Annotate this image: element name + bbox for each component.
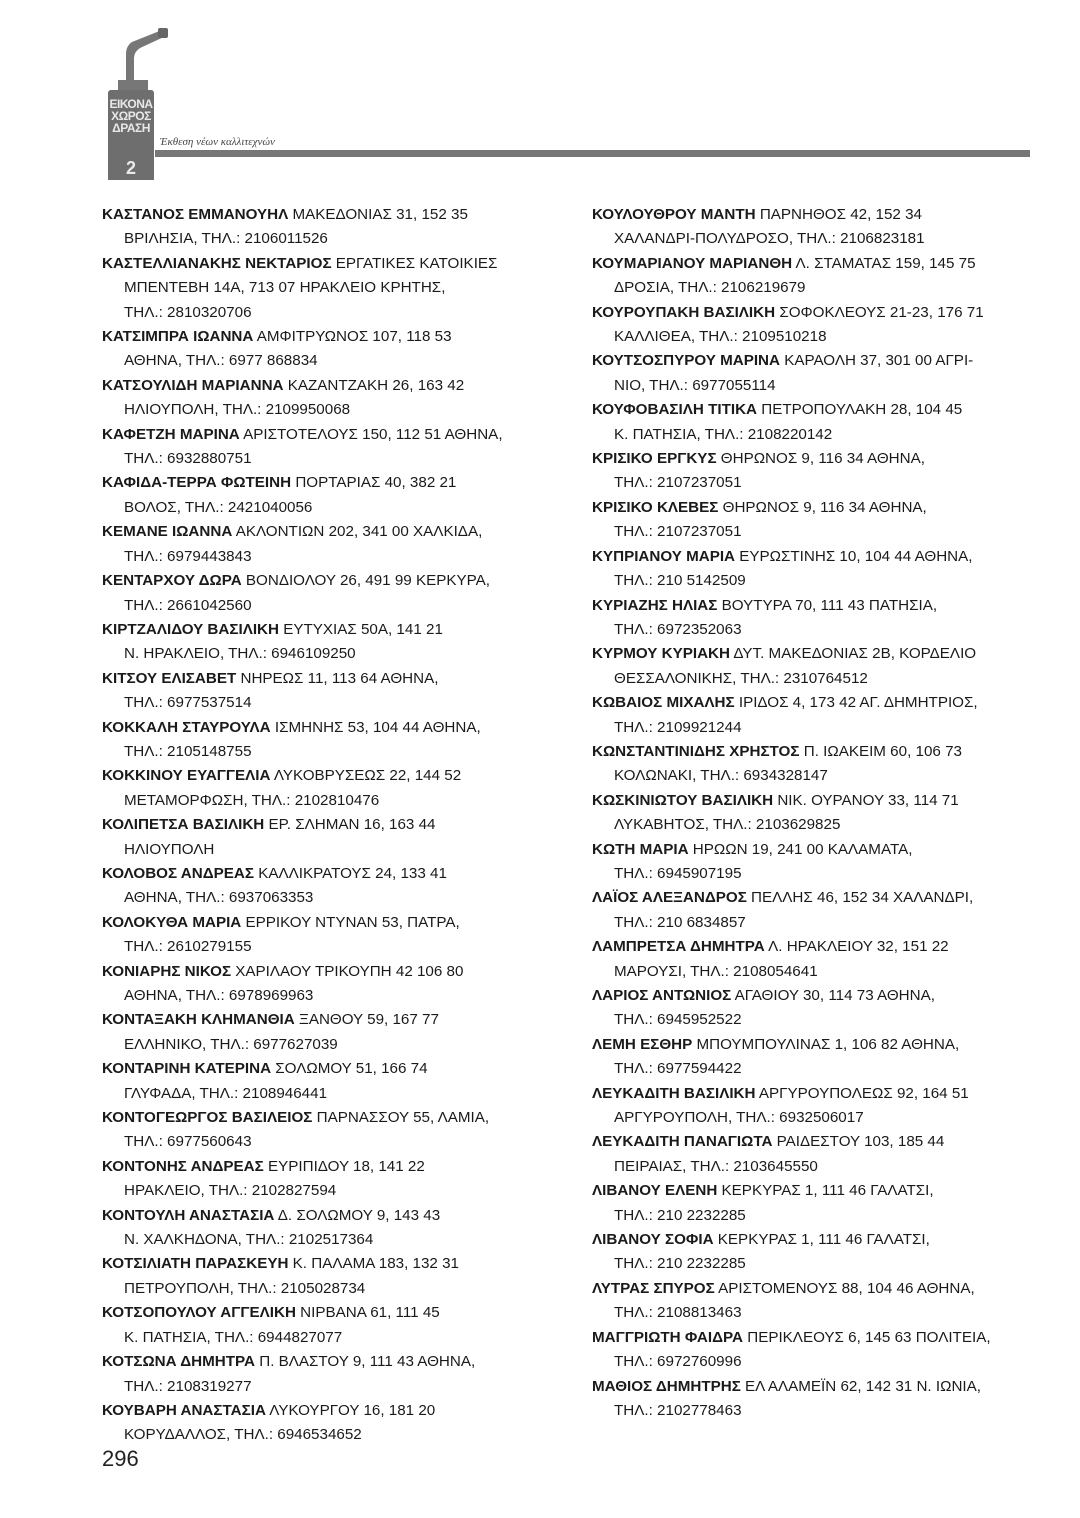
entry-line-1	[592, 252, 1040, 276]
directory-entry	[102, 1204, 542, 1253]
entry-name: ΚΟΥΡΟΥΠΑΚΗ ΒΑΣΙΛΙΚΗ	[592, 303, 776, 321]
logo-number: 2	[125, 158, 136, 178]
entry-continuation: ΤΗΛ.: 2105148755	[124, 742, 252, 760]
directory-entry	[102, 471, 542, 520]
entry-line-1	[102, 1008, 542, 1032]
directory-entry	[592, 740, 1040, 789]
entry-name: ΚΑΤΣΟΥΛΙΔΗ ΜΑΡΙΑΝΝΑ	[102, 376, 284, 394]
spray-can-icon	[100, 28, 180, 98]
entry-address: ΜΠΟΥΜΠΟΥΛΙΝΑΣ 1, 106 82 ΑΘΗΝΑ,	[692, 1035, 960, 1053]
directory-entry	[102, 569, 542, 618]
entry-line-1	[592, 1179, 1040, 1203]
entry-name: ΚΟΥΛΟΥΘΡΟΥ ΜΑΝΤΗ	[592, 206, 756, 223]
entry-continuation: Κ. ΠΑΤΗΣΙΑ, ΤΗΛ.: 6944827077	[124, 1328, 343, 1346]
entry-address: ΗΡΩΩΝ 19, 241 00 ΚΑΛΑΜΑΤΑ,	[688, 840, 913, 858]
entry-line-1	[102, 716, 542, 740]
entry-name: ΚΟΛΙΠΕΤΣΑ ΒΑΣΙΛΙΚΗ	[102, 816, 265, 834]
entry-continuation: ΚΟΡΥΔΑΛΛΟΣ, ΤΗΛ.: 6946534652	[124, 1426, 362, 1444]
directory-entry	[592, 1082, 1040, 1131]
entry-continuation: ΤΗΛ.: 6977594422	[614, 1060, 742, 1078]
directory-entry	[102, 960, 542, 1009]
entry-address: ΕΡΓΑΤΙΚΕΣ ΚΑΤΟΙΚΙΕΣ	[331, 254, 498, 272]
directory-entry	[592, 349, 1040, 398]
directory-entry	[102, 862, 542, 911]
header-rule	[155, 150, 1030, 157]
entry-name: ΚΙΤΣΟΥ ΕΛΙΣΑΒΕΤ	[102, 669, 237, 687]
entry-line-1	[102, 960, 542, 984]
entry-address: ΡΑΙΔΕΣΤΟΥ 103, 185 44	[772, 1133, 945, 1151]
entry-continuation: ΜΕΤΑΜΟΡΦΩΣΗ, ΤΗΛ.: 2102810476	[124, 791, 380, 809]
directory-entry	[592, 789, 1040, 838]
entry-continuation: ΤΗΛ.: 6932880751	[124, 450, 252, 468]
entry-address: ΑΡΙΣΤΟΤΕΛΟΥΣ 150, 112 51 ΑΘΗΝΑ,	[239, 425, 503, 443]
directory-entry	[592, 642, 1040, 691]
entry-address: ΑΓΑΘΙΟΥ 30, 114 73 ΑΘΗΝΑ,	[731, 987, 935, 1004]
entry-continuation: ΤΗΛ.: 2108319277	[124, 1377, 252, 1395]
entry-address: ΣΟΛΩΜΟΥ 51, 166 74	[271, 1060, 428, 1078]
entry-continuation: ΤΗΛ.: 2107237051	[614, 474, 742, 492]
entry-name: ΛΕΥΚΑΔΙΤΗ ΒΑΣΙΛΙΚΗ	[592, 1084, 756, 1102]
entry-address: Δ. ΣΟΛΩΜΟΥ 9, 143 43	[274, 1206, 441, 1224]
entry-name: ΚΕΜΑΝΕ ΙΩΑΝΝΑ	[102, 523, 233, 541]
entry-name: ΚΟΥΒΑΡΗ ΑΝΑΣΤΑΣΙΑ	[102, 1401, 266, 1419]
entry-line-1	[102, 471, 542, 495]
entry-line-1	[592, 1326, 1040, 1350]
entry-line-1	[102, 862, 542, 886]
directory-entry	[102, 1301, 542, 1350]
entry-name: ΚΟΥΤΣΟΣΠΥΡΟΥ ΜΑΡΙΝΑ	[592, 352, 780, 370]
entry-address: ΒΟΝΔΙΟΛΟΥ 26, 491 99 ΚΕΡΚΥΡΑ,	[241, 572, 490, 590]
entry-name: ΚΟΛΟΒΟΣ ΑΝΔΡΕΑΣ	[102, 864, 254, 882]
entry-line-1	[592, 642, 1040, 666]
entry-continuation: ΧΑΛΑΝΔΡΙ-ΠΟΛΥΔΡΟΣΟ, ΤΗΛ.: 2106823181	[614, 230, 925, 248]
entry-line-1	[102, 1350, 542, 1374]
directory-entry	[102, 325, 542, 374]
entry-address: Π. ΒΛΑΣΤΟΥ 9, 111 43 ΑΘΗΝΑ,	[255, 1353, 476, 1371]
entry-line-1	[102, 1399, 542, 1423]
entry-name: ΛΙΒΑΝΟΥ ΕΛΕΝΗ	[592, 1182, 718, 1200]
entry-address: ΝΗΡΕΩΣ 11, 113 64 ΑΘΗΝΑ,	[236, 669, 439, 687]
entry-address: ΛΥΚΟΒΡΥΣΕΩΣ 22, 144 52	[270, 767, 462, 785]
entry-name: ΚΥΡΙΑΖΗΣ ΗΛΙΑΣ	[592, 596, 718, 614]
entry-name: ΚΟΤΣΟΠΟΥΛΟΥ ΑΓΓΕΛΙΚΗ	[102, 1304, 296, 1322]
directory-entry	[102, 374, 542, 423]
entry-continuation: Ν. ΧΑΛΚΗΔΟΝΑ, ΤΗΛ.: 2102517364	[124, 1231, 374, 1249]
entry-line-1	[592, 545, 1040, 569]
entry-address: ΠΑΡΝΗΘΟΣ 42, 152 34	[755, 206, 922, 223]
entry-name: ΚΟΥΜΑΡΙΑΝΟΥ ΜΑΡΙΑΝΘΗ	[592, 254, 793, 272]
entry-address: Λ. ΣΤΑΜΑΤΑΣ 159, 145 75	[792, 254, 976, 272]
entry-address: ΠΕΡΙΚΛΕΟΥΣ 6, 145 63 ΠΟΛΙΤΕΙΑ,	[743, 1328, 991, 1346]
entry-name: ΚΟΚΚΑΛΗ ΣΤΑΥΡΟΥΛΑ	[102, 718, 271, 736]
entry-name: ΜΑΓΓΡΙΩΤΗ ΦΑΙΔΡΑ	[592, 1328, 743, 1346]
entry-continuation: ΤΗΛ.: 210 6834857	[614, 913, 746, 931]
entry-name: ΛΑΜΠΡΕΤΣΑ ΔΗΜΗΤΡΑ	[592, 938, 765, 956]
directory-entry	[592, 252, 1040, 301]
entry-continuation: ΗΡΑΚΛΕΙΟ, ΤΗΛ.: 2102827594	[124, 1182, 337, 1200]
entry-line-1	[102, 1106, 542, 1130]
directory-entry	[592, 398, 1040, 447]
entry-address: ΛΥΚΟΥΡΓΟΥ 16, 181 20	[265, 1401, 436, 1419]
entry-address: ΚΑΛΛΙΚΡΑΤΟΥΣ 24, 133 41	[253, 864, 447, 882]
entry-address: ΘΗΡΩΝΟΣ 9, 116 34 ΑΘΗΝΑ,	[718, 498, 927, 516]
entry-name: ΚΡΙΣΙΚΟ ΚΛΕΒΕΣ	[592, 498, 719, 516]
entry-name: ΚΥΠΡΙΑΝΟΥ ΜΑΡΙΑ	[592, 547, 736, 565]
directory-entry	[102, 252, 542, 325]
entry-name: ΚΟΝΤΟΓΕΩΡΓΟΣ ΒΑΣΙΛΕΙΟΣ	[102, 1109, 313, 1127]
entry-continuation: ΜΑΡΟΥΣΙ, ΤΗΛ.: 2108054641	[614, 962, 818, 980]
entry-continuation: ΒΟΛΟΣ, ΤΗΛ.: 2421040056	[124, 498, 313, 516]
entry-name: ΚΑΤΣΙΜΠΡΑ ΙΩΑΝΝΑ	[102, 328, 254, 346]
directory-entry	[592, 496, 1040, 545]
entry-continuation: ΤΗΛ.: 6977560643	[124, 1133, 252, 1151]
entry-name: ΚΩΤΗ ΜΑΡΙΑ	[592, 840, 689, 858]
entry-continuation: ΤΗΛ.: 2108813463	[614, 1304, 742, 1322]
entry-address: ΠΕΛΛΗΣ 46, 152 34 ΧΑΛΑΝΔΡΙ,	[746, 889, 974, 907]
entry-continuation: ΤΗΛ.: 6972760996	[614, 1353, 742, 1371]
entry-continuation: ΤΗΛ.: 210 5142509	[614, 572, 746, 590]
entry-continuation: ΤΗΛ.: 6977537514	[124, 694, 252, 712]
directory-entry	[592, 1130, 1040, 1179]
entry-continuation: ΠΕΙΡΑΙΑΣ, ΤΗΛ.: 2103645550	[614, 1157, 818, 1175]
directory-entry	[102, 667, 542, 716]
entry-address: ΕΛ ΑΛΑΜΕΪΝ 62, 142 31 Ν. ΙΩΝΙΑ,	[740, 1377, 981, 1395]
directory-entry	[102, 1399, 542, 1448]
entry-address: ΣΟΦΟΚΛΕΟΥΣ 21-23, 176 71	[775, 303, 984, 321]
entry-continuation: ΤΗΛ.: 210 2232285	[614, 1255, 746, 1273]
directory-entry	[592, 1179, 1040, 1228]
directory-entry	[592, 935, 1040, 984]
directory-entry	[592, 1375, 1040, 1424]
entry-line-1	[102, 1155, 542, 1179]
entry-line-1	[592, 496, 1040, 520]
entry-line-1	[592, 740, 1040, 764]
entry-address: ΕΥΡΙΠΙΔΟΥ 18, 141 22	[263, 1157, 425, 1175]
entry-address: ΠΕΤΡΟΠΟΥΛΑΚΗ 28, 104 45	[757, 401, 963, 419]
entry-name: ΛΕΥΚΑΔΙΤΗ ΠΑΝΑΓΙΩΤΑ	[592, 1133, 773, 1151]
entry-name: ΚΟΝΙΑΡΗΣ ΝΙΚΟΣ	[102, 962, 232, 980]
entry-name: ΚΑΦΕΤΖΗ ΜΑΡΙΝΑ	[102, 425, 240, 443]
page-number: 296	[102, 1446, 139, 1471]
entry-address: ΚΑΖΑΝΤΖΑΚΗ 26, 163 42	[283, 376, 465, 394]
entry-address: ΕΥΤΥΧΙΑΣ 50Α, 141 21	[279, 620, 443, 638]
directory-entry	[592, 1033, 1040, 1082]
entry-line-1	[592, 1228, 1040, 1252]
entry-address: ΞΑΝΘΟΥ 59, 167 77	[294, 1011, 439, 1029]
entry-continuation: ΜΠΕΝΤΕΒΗ 14Α, 713 07 ΗΡΑΚΛΕΙΟ ΚΡΗΤΗΣ,	[124, 279, 446, 297]
entry-address: ΝΙΡΒΑΝΑ 61, 111 45	[295, 1304, 440, 1322]
directory-entry	[592, 447, 1040, 496]
entry-line-1	[102, 667, 542, 691]
exhibition-subtitle: Έκθεση νέων καλλιτεχνών	[160, 136, 275, 148]
entry-address: ΕΡΡΙΚΟΥ ΝΤΥΝΑΝ 53, ΠΑΤΡΑ,	[241, 913, 460, 931]
entry-continuation: ΓΛΥΦΑΔΑ, ΤΗΛ.: 2108946441	[124, 1084, 328, 1102]
entry-line-1	[592, 203, 1040, 227]
entry-address: Π. ΙΩΑΚΕΙΜ 60, 106 73	[799, 742, 962, 760]
entry-address: ΙΣΜΗΝΗΣ 53, 104 44 ΑΘΗΝΑ,	[270, 718, 481, 736]
entry-line-1	[102, 618, 542, 642]
entry-address: ΕΥΡΩΣΤΙΝΗΣ 10, 104 44 ΑΘΗΝΑ,	[735, 547, 973, 565]
entry-address: Κ. ΠΑΛΑΜΑ 183, 132 31	[288, 1255, 459, 1273]
entry-address: ΕΡ. ΣΛΗΜΑΝ 16, 163 44	[264, 816, 436, 834]
entry-continuation: ΛΥΚΑΒΗΤΟΣ, ΤΗΛ.: 2103629825	[614, 816, 841, 834]
entry-line-1	[102, 569, 542, 593]
entry-line-1	[592, 984, 1040, 1008]
entry-address: ΒΟΥΤΥΡΑ 70, 111 43 ΠΑΤΗΣΙΑ,	[717, 596, 938, 614]
entry-name: ΚΩΝΣΤΑΝΤΙΝΙΔΗΣ ΧΡΗΣΤΟΣ	[592, 742, 800, 760]
entry-line-1	[102, 1252, 542, 1276]
entry-name: ΚΑΣΤΕΛΛΙΑΝΑΚΗΣ ΝΕΚΤΑΡΙΟΣ	[102, 254, 332, 272]
entry-address: ΑΡΓΥΡΟΥΠΟΛΕΩΣ 92, 164 51	[755, 1084, 969, 1102]
entry-name: ΚΟΥΦΟΒΑΣΙΛΗ ΤΙΤΙΚΑ	[592, 401, 758, 419]
entry-line-1	[592, 1130, 1040, 1154]
directory-entry	[102, 1106, 542, 1155]
directory-entry	[102, 618, 542, 667]
entry-continuation: Κ. ΠΑΤΗΣΙΑ, ΤΗΛ.: 2108220142	[614, 425, 833, 443]
entry-line-1	[592, 398, 1040, 422]
entry-address: ΠΑΡΝΑΣΣΟΥ 55, ΛΑΜΙΑ,	[312, 1109, 490, 1127]
entry-address: ΚΑΡΑΟΛΗ 37, 301 00 ΑΓΡΙ-	[779, 352, 974, 370]
directory-entry	[592, 838, 1040, 887]
entry-continuation: ΤΗΛ.: 2610279155	[124, 938, 252, 956]
entry-address: ΚΕΡΚΥΡΑΣ 1, 111 46 ΓΑΛΑΤΣΙ,	[713, 1231, 930, 1249]
directory-entry	[102, 1155, 542, 1204]
entry-line-1	[592, 789, 1040, 813]
entry-continuation: ΔΡΟΣΙΑ, ΤΗΛ.: 2106219679	[614, 279, 806, 297]
entry-line-1	[102, 813, 542, 837]
entry-line-1	[102, 325, 542, 349]
entry-line-1	[592, 838, 1040, 862]
entry-continuation: ΕΛΛΗΝΙΚΟ, ΤΗΛ.: 6977627039	[124, 1035, 338, 1053]
directory-entry	[592, 1228, 1040, 1277]
entry-line-1	[592, 935, 1040, 959]
entry-line-1	[102, 911, 542, 935]
entry-name: ΚΩΒΑΙΟΣ ΜΙΧΑΛΗΣ	[592, 694, 735, 712]
directory-entry	[592, 1277, 1040, 1326]
entry-name: ΛΕΜΗ ΕΣΘΗΡ	[592, 1035, 693, 1053]
directory-entry	[102, 1057, 542, 1106]
entry-continuation: ΤΗΛ.: 2102778463	[614, 1401, 742, 1419]
entry-continuation: ΗΛΙΟΥΠΟΛΗ	[124, 840, 215, 858]
entry-line-1	[102, 520, 542, 544]
directory-entry	[592, 301, 1040, 350]
entry-address: ΑΜΦΙΤΡΥΩΝΟΣ 107, 118 53	[253, 328, 452, 346]
entry-line-1	[102, 764, 542, 788]
entry-continuation: ΘΕΣΣΑΛΟΝΙΚΗΣ, ΤΗΛ.: 2310764512	[614, 669, 868, 687]
directory-entry	[592, 984, 1040, 1033]
directory-entry	[102, 764, 542, 813]
entry-address: ΑΡΙΣΤΟΜΕΝΟΥΣ 88, 104 46 ΑΘΗΝΑ,	[714, 1279, 975, 1297]
directory-entry	[102, 1350, 542, 1399]
entry-continuation: ΑΘΗΝΑ, ΤΗΛ.: 6977 868834	[124, 352, 318, 370]
directory-entry	[102, 716, 542, 765]
entry-name: ΛΑΪΟΣ ΑΛΕΞΑΝΔΡΟΣ	[592, 889, 747, 907]
entry-continuation: ΤΗΛ.: 6945907195	[614, 864, 742, 882]
directory-entry	[102, 520, 542, 569]
directory-entry	[102, 813, 542, 862]
entry-address: ΙΡΙΔΟΣ 4, 173 42 ΑΓ. ΔΗΜΗΤΡΙΟΣ,	[734, 694, 978, 712]
entry-name: ΚΕΝΤΑΡΧΟΥ ΔΩΡΑ	[102, 572, 242, 590]
entry-line-1	[102, 252, 542, 276]
directory-entry	[102, 423, 542, 472]
directory-entry	[102, 1008, 542, 1057]
entry-line-1	[592, 1033, 1040, 1057]
entry-name: ΚΩΣΚΙΝΙΩΤΟΥ ΒΑΣΙΛΙΚΗ	[592, 791, 774, 809]
entry-address: ΚΕΡΚΥΡΑΣ 1, 111 46 ΓΑΛΑΤΣΙ,	[717, 1182, 934, 1200]
entry-line-1	[102, 1057, 542, 1081]
entry-line-1	[102, 203, 542, 227]
entry-name: ΚΟΝΤΑΡΙΝΗ ΚΑΤΕΡΙΝΑ	[102, 1060, 272, 1078]
entry-name: ΚΟΤΣΩΝΑ ΔΗΜΗΤΡΑ	[102, 1353, 255, 1371]
left-column	[102, 203, 542, 1448]
entry-line-1	[592, 886, 1040, 910]
entry-continuation: ΤΗΛ.: 6945952522	[614, 1011, 742, 1029]
directory-entry	[102, 911, 542, 960]
entry-name: ΚΑΣΤΑΝΟΣ ΕΜΜΑΝΟΥΗΛ	[102, 206, 289, 223]
entry-name: ΛΥΤΡΑΣ ΣΠΥΡΟΣ	[592, 1279, 715, 1297]
entry-line-1	[592, 594, 1040, 618]
entry-line-1	[592, 1277, 1040, 1301]
directory-entry	[592, 1326, 1040, 1375]
entry-name: ΛΑΡΙΟΣ ΑΝΤΩΝΙΟΣ	[592, 987, 732, 1004]
directory-entry	[102, 203, 542, 252]
entry-line-1	[592, 447, 1040, 471]
entry-name: ΚΟΝΤΟΝΗΣ ΑΝΔΡΕΑΣ	[102, 1157, 264, 1175]
entry-line-1	[102, 1301, 542, 1325]
entry-name: ΚΥΡΜΟΥ ΚΥΡΙΑΚΗ	[592, 645, 730, 663]
entry-address: ΑΚΛΟΝΤΙΩΝ 202, 341 00 ΧΑΛΚΙΔΑ,	[232, 523, 483, 541]
entry-continuation: Ν. ΗΡΑΚΛΕΙΟ, ΤΗΛ.: 6946109250	[124, 645, 356, 663]
entry-continuation: ΤΗΛ.: 6979443843	[124, 547, 252, 565]
entry-name: ΚΟΛΟΚΥΘΑ ΜΑΡΙΑ	[102, 913, 242, 931]
entry-line-1	[592, 1375, 1040, 1399]
entry-continuation: ΤΗΛ.: 2107237051	[614, 523, 742, 541]
entry-continuation: ΤΗΛ.: 210 2232285	[614, 1206, 746, 1224]
entry-address: ΧΑΡΙΛΑΟΥ ΤΡΙΚΟΥΠΗ 42 106 80	[231, 962, 464, 980]
directory-entry	[592, 594, 1040, 643]
directory-entry	[102, 1252, 542, 1301]
entry-line-1	[592, 349, 1040, 373]
right-column	[592, 203, 1040, 1423]
entry-continuation: ΚΑΛΛΙΘΕΑ, ΤΗΛ.: 2109510218	[614, 328, 827, 346]
directory-entry	[592, 691, 1040, 740]
entry-continuation: ΝΙΟ, ΤΗΛ.: 6977055114	[614, 376, 776, 394]
entry-continuation: ΑΡΓΥΡΟΥΠΟΛΗ, ΤΗΛ.: 6932506017	[614, 1109, 864, 1127]
entry-continuation: ΤΗΛ.: 2109921244	[614, 718, 742, 736]
entry-line-1	[592, 691, 1040, 715]
entry-name: ΚΑΦΙΔΑ-ΤΕΡΡΑ ΦΩΤΕΙΝΗ	[102, 474, 292, 492]
entry-address: ΝΙΚ. ΟΥΡΑΝΟΥ 33, 114 71	[773, 791, 959, 809]
entry-line-1	[102, 423, 542, 447]
entry-continuation: ΚΟΛΩΝΑΚΙ, ΤΗΛ.: 6934328147	[614, 767, 828, 785]
entry-name: ΚΟΝΤΑΞΑΚΗ ΚΛΗΜΑΝΘΙΑ	[102, 1011, 295, 1029]
entry-name: ΛΙΒΑΝΟΥ ΣΟΦΙΑ	[592, 1231, 714, 1249]
entry-name: ΚΟΤΣΙΛΙΑΤΗ ΠΑΡΑΣΚΕΥΗ	[102, 1255, 289, 1273]
entry-address: ΠΟΡΤΑΡΙΑΣ 40, 382 21	[291, 474, 457, 492]
directory-entry	[592, 545, 1040, 594]
entry-name: ΚΟΚΚΙΝΟΥ ΕΥΑΓΓΕΛΙΑ	[102, 767, 271, 785]
entry-continuation: ΠΕΤΡΟΥΠΟΛΗ, ΤΗΛ.: 2105028734	[124, 1279, 366, 1297]
directory-entry	[592, 886, 1040, 935]
entry-continuation: ΤΗΛ.: 2810320706	[124, 303, 252, 321]
entry-continuation: ΑΘΗΝΑ, ΤΗΛ.: 6937063353	[124, 889, 314, 907]
entry-address: Λ. ΗΡΑΚΛΕΙΟΥ 32, 151 22	[764, 938, 949, 956]
entry-continuation: ΤΗΛ.: 2661042560	[124, 596, 252, 614]
entry-address: ΔΥΤ. ΜΑΚΕΔΟΝΙΑΣ 2Β, ΚΟΡΔΕΛΙΟ	[729, 645, 977, 663]
directory-entry	[592, 203, 1040, 252]
entry-line-1	[102, 1204, 542, 1228]
entry-address: ΜΑΚΕΔΟΝΙΑΣ 31, 152 35	[288, 206, 468, 223]
entry-continuation: ΗΛΙΟΥΠΟΛΗ, ΤΗΛ.: 2109950068	[124, 401, 351, 419]
entry-line-1	[102, 374, 542, 398]
entry-line-1	[592, 1082, 1040, 1106]
logo-text: ΕΙΚΟΝΑ ΧΩΡΟΣ ΔΡΑΣΗ	[109, 97, 153, 135]
entry-continuation: ΒΡΙΛΗΣΙΑ, ΤΗΛ.: 2106011526	[124, 230, 328, 248]
entry-continuation: ΑΘΗΝΑ, ΤΗΛ.: 6978969963	[124, 987, 314, 1004]
entry-continuation: ΤΗΛ.: 6972352063	[614, 620, 742, 638]
entry-address: ΘΗΡΩΝΟΣ 9, 116 34 ΑΘΗΝΑ,	[716, 450, 925, 468]
entry-line-1	[592, 301, 1040, 325]
entry-name: ΜΑΘΙΟΣ ΔΗΜΗΤΡΗΣ	[592, 1377, 741, 1395]
entry-name: ΚΡΙΣΙΚΟ ΕΡΓΚΥΣ	[592, 450, 717, 468]
entry-name: ΚΙΡΤΖΑΛΙΔΟΥ ΒΑΣΙΛΙΚΗ	[102, 620, 279, 638]
entry-name: ΚΟΝΤΟΥΛΗ ΑΝΑΣΤΑΣΙΑ	[102, 1206, 275, 1224]
